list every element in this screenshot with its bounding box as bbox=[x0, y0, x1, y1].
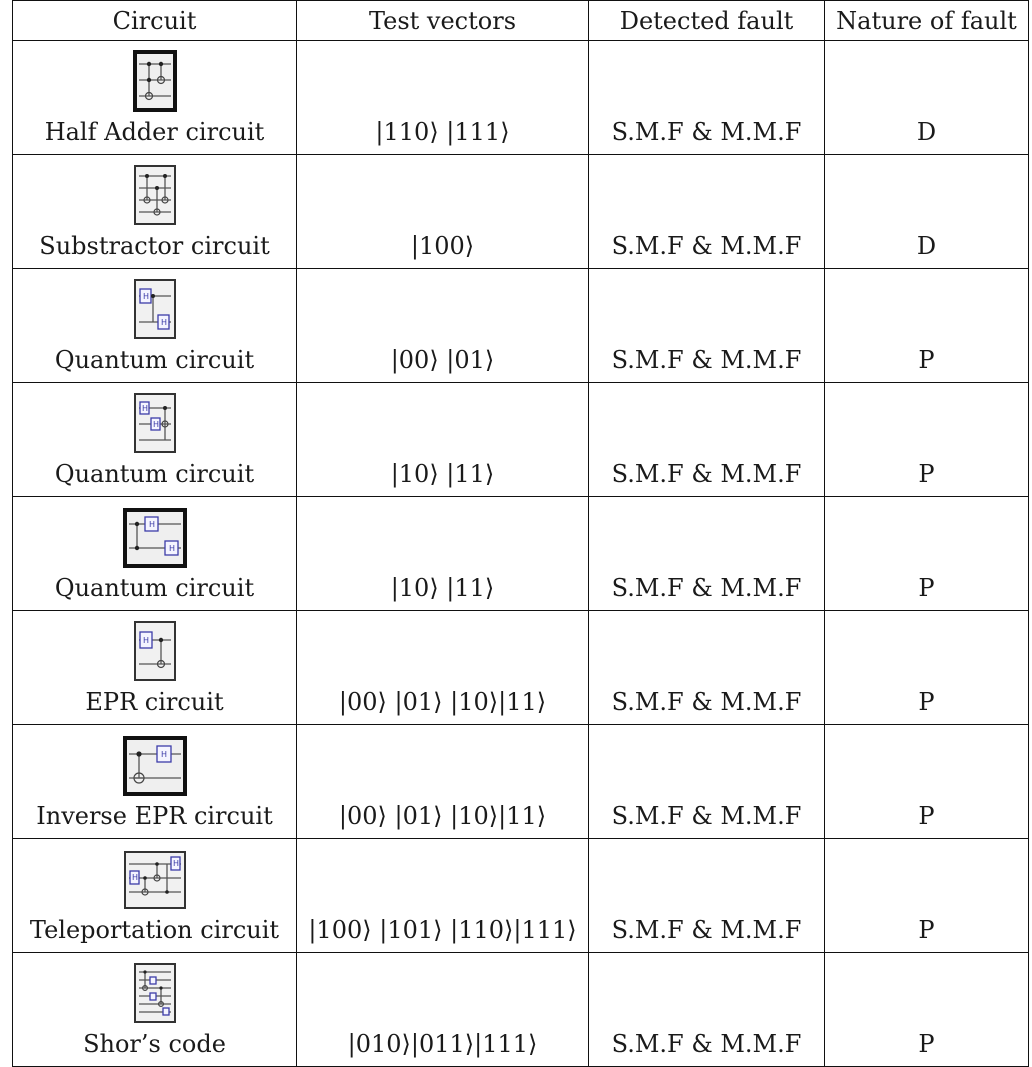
header-test-vectors: Test vectors bbox=[297, 1, 589, 41]
epr-circuit-icon bbox=[133, 620, 177, 682]
nature-of-fault-cell: P bbox=[825, 725, 1029, 839]
subtractor-circuit-icon bbox=[133, 164, 177, 226]
detected-fault-cell: S.M.F & M.M.F bbox=[589, 383, 825, 497]
table-row bbox=[13, 725, 1029, 839]
svg-text:H: H bbox=[160, 318, 167, 327]
quantum-circuit-icon bbox=[133, 278, 177, 340]
circuit-name: Teleportation circuit bbox=[29, 916, 280, 944]
circuit-name: Inverse EPR circuit bbox=[36, 802, 273, 830]
svg-text:H: H bbox=[168, 544, 175, 553]
circuit-cell bbox=[13, 953, 297, 1067]
svg-text:H: H bbox=[172, 859, 179, 868]
table-row bbox=[13, 611, 1029, 725]
circuit-name: Quantum circuit bbox=[54, 346, 255, 374]
table-row bbox=[13, 269, 1029, 383]
nature-of-fault-cell: P bbox=[825, 611, 1029, 725]
circuit-name: Half Adder circuit bbox=[44, 118, 265, 146]
quantum-circuit-icon bbox=[133, 392, 177, 454]
circuit-cell bbox=[13, 611, 297, 725]
test-vectors-cell: |00⟩ |01⟩ bbox=[297, 269, 589, 383]
test-vectors-cell: |010⟩|011⟩|111⟩ bbox=[297, 953, 589, 1067]
table-row bbox=[13, 383, 1029, 497]
test-vectors-cell: |10⟩ |11⟩ bbox=[297, 497, 589, 611]
table-row bbox=[13, 839, 1029, 953]
detected-fault-cell: S.M.F & M.M.F bbox=[589, 611, 825, 725]
table-row bbox=[13, 953, 1029, 1067]
header-nature-of-fault: Nature of fault bbox=[825, 1, 1029, 41]
header-circuit: Circuit bbox=[13, 1, 297, 41]
circuit-cell bbox=[13, 383, 297, 497]
header-detected-fault: Detected fault bbox=[589, 1, 825, 41]
svg-text:H: H bbox=[141, 404, 148, 413]
teleportation-circuit-icon bbox=[123, 850, 187, 910]
nature-of-fault-cell: P bbox=[825, 839, 1029, 953]
detected-fault-cell: S.M.F & M.M.F bbox=[589, 839, 825, 953]
nature-of-fault-cell: D bbox=[825, 155, 1029, 269]
circuit-cell bbox=[13, 269, 297, 383]
test-vectors-cell: |10⟩ |11⟩ bbox=[297, 383, 589, 497]
circuit-name: Shor’s code bbox=[83, 1030, 226, 1058]
svg-text:H: H bbox=[131, 873, 138, 882]
fault-detection-table bbox=[12, 0, 1029, 1067]
circuit-cell bbox=[13, 155, 297, 269]
inverse-epr-circuit-icon bbox=[123, 736, 187, 796]
nature-of-fault-cell: P bbox=[825, 497, 1029, 611]
table-row bbox=[13, 497, 1029, 611]
svg-text:H: H bbox=[142, 292, 149, 301]
nature-of-fault-cell: P bbox=[825, 953, 1029, 1067]
test-vectors-cell: |00⟩ |01⟩ |10⟩|11⟩ bbox=[297, 611, 589, 725]
test-vectors-cell: |100⟩ bbox=[297, 155, 589, 269]
test-vectors-cell: |100⟩ |101⟩ |110⟩|111⟩ bbox=[297, 839, 589, 953]
detected-fault-cell: S.M.F & M.M.F bbox=[589, 155, 825, 269]
circuit-cell bbox=[13, 839, 297, 953]
detected-fault-cell: S.M.F & M.M.F bbox=[589, 953, 825, 1067]
circuit-cell bbox=[13, 497, 297, 611]
table-row bbox=[13, 41, 1029, 155]
circuit-name: Substractor circuit bbox=[39, 232, 270, 260]
test-vectors-cell: |110⟩ |111⟩ bbox=[297, 41, 589, 155]
nature-of-fault-cell: P bbox=[825, 383, 1029, 497]
nature-of-fault-cell: P bbox=[825, 269, 1029, 383]
test-vectors-cell: |00⟩ |01⟩ |10⟩|11⟩ bbox=[297, 725, 589, 839]
circuit-cell bbox=[13, 41, 297, 155]
nature-of-fault-cell: D bbox=[825, 41, 1029, 155]
shors-code-circuit-icon bbox=[133, 962, 177, 1024]
table-row bbox=[13, 155, 1029, 269]
detected-fault-cell: S.M.F & M.M.F bbox=[589, 41, 825, 155]
half-adder-circuit-icon bbox=[133, 50, 177, 112]
circuit-name: EPR circuit bbox=[85, 688, 224, 716]
detected-fault-cell: S.M.F & M.M.F bbox=[589, 725, 825, 839]
svg-text:H: H bbox=[152, 420, 159, 429]
circuit-name: Quantum circuit bbox=[54, 574, 255, 602]
circuit-cell bbox=[13, 725, 297, 839]
svg-text:H: H bbox=[148, 520, 155, 529]
svg-text:H: H bbox=[142, 636, 149, 645]
detected-fault-cell: S.M.F & M.M.F bbox=[589, 269, 825, 383]
circuit-name: Quantum circuit bbox=[54, 460, 255, 488]
quantum-circuit-icon bbox=[123, 508, 187, 568]
svg-text:H: H bbox=[160, 750, 167, 759]
detected-fault-cell: S.M.F & M.M.F bbox=[589, 497, 825, 611]
header-row bbox=[13, 1, 1029, 41]
